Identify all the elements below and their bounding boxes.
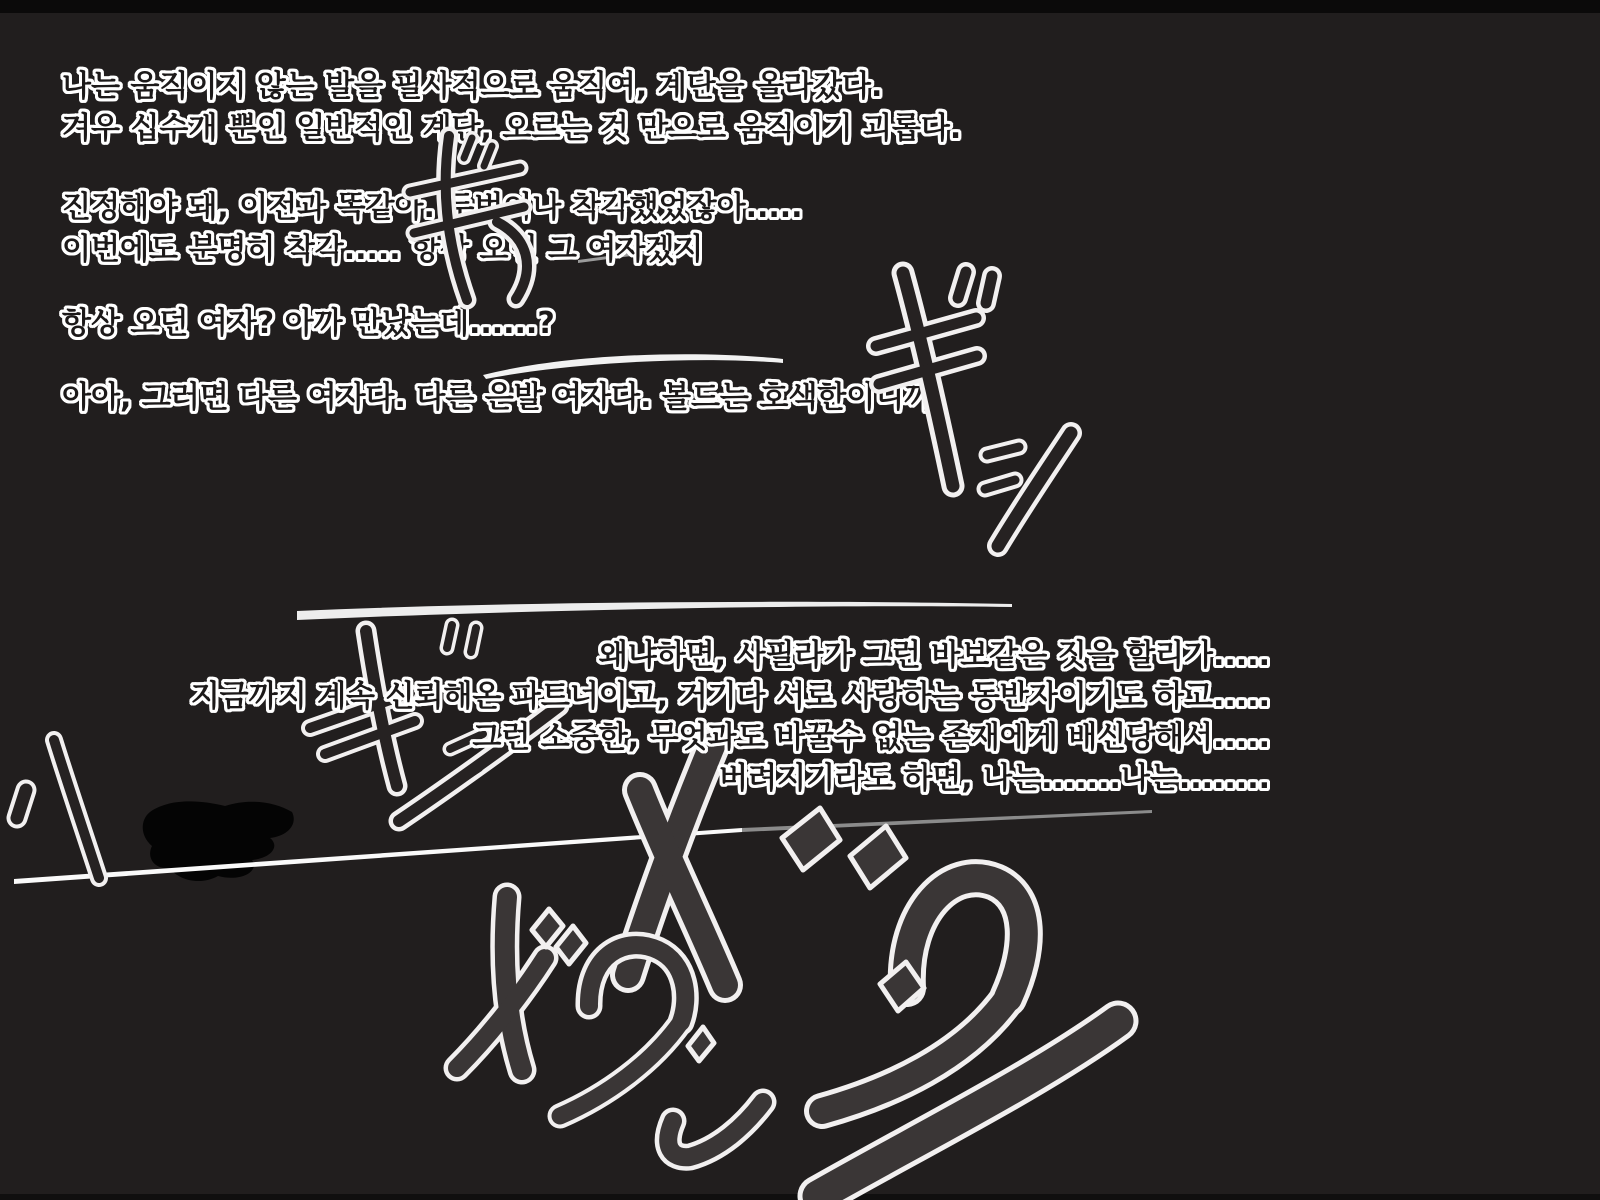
narration-line: 그런 소중한, 무엇과도 바꿀수 없는 존재에게 배신당해서..... — [472, 720, 1270, 755]
narration-line: 이번에도 분명히 착각..... 항상 오던 그 여자겠지 — [62, 232, 704, 267]
sfx-gishi-right-icon — [876, 272, 1071, 546]
narration-line: 왜냐하면, 사필라가 그런 바보같은 짓을 할리가..... — [598, 638, 1270, 673]
narration-line: 겨우 십수개 뿐인 일반적인 계단, 오르는 것 만으로 움직이기 괴롭다. — [62, 111, 962, 146]
narration-line: 항상 오던 여자? 아까 만났는데......? — [62, 306, 555, 341]
narration-line: 버려지기라도 하면, 나는.......나는........ — [719, 761, 1270, 796]
narration-line: 아아, 그러면 다른 여자다. 다른 은발 여자다. 볼드는 호색한이니까. — [62, 380, 945, 415]
narration-line: 진정해야 돼, 이전과 똑같아. 두번이나 착각했었잖아..... — [62, 190, 803, 225]
sfx-gishi-top-icon — [410, 136, 527, 300]
narration-line: 지금까지 계속 신뢰해온 파트너이고, 거기다 서로 사랑하는 동반자이기도 하고..... — [190, 679, 1270, 714]
narration-line: 나는 움직이지 않는 발을 필사적으로 움직여, 계단을 올라갔다. — [62, 69, 883, 104]
